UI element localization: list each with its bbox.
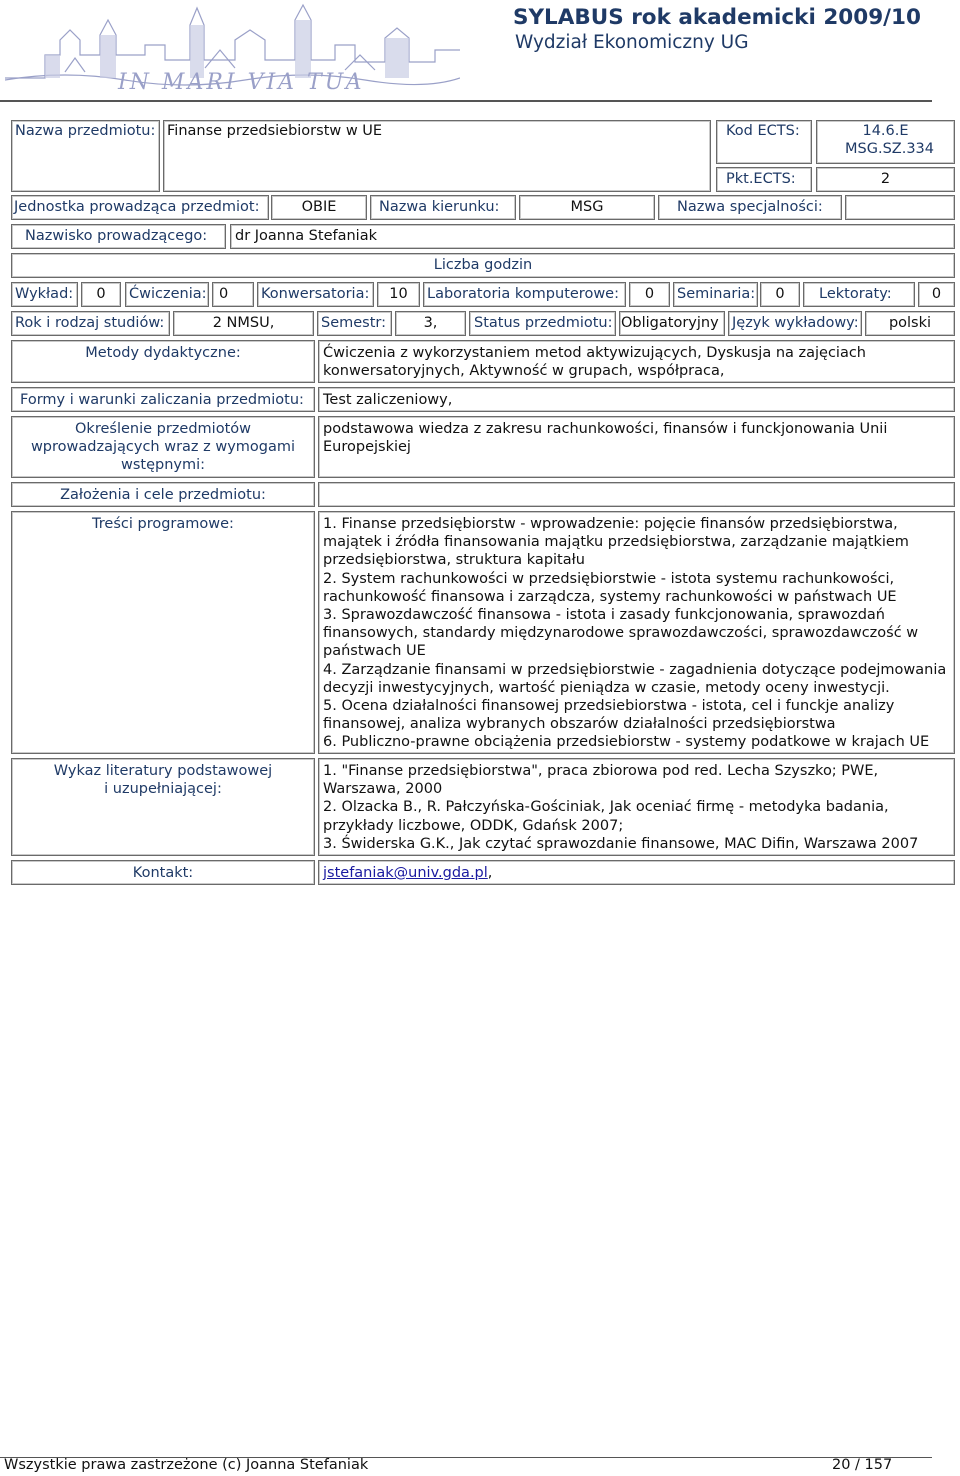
semester-label: Semestr: — [321, 315, 387, 331]
lecture-value: 0 — [96, 286, 106, 302]
lector-value: 0 — [931, 286, 942, 302]
ects-points-label: Pkt.ECTS: — [726, 171, 796, 187]
content-label: Treści programowe: — [92, 516, 234, 532]
ects-code-value-line1: 14.6.E — [862, 123, 909, 139]
exercises-label: Ćwiczenia: — [129, 286, 207, 302]
unit-label: Jednostka prowadząca przedmiot: — [14, 199, 260, 215]
footer-copyright: Wszystkie prawa zastrzeżone (c) Joanna Stefaniak — [4, 1457, 369, 1473]
faculty-subtitle: Wydział Ekonomiczny UG — [515, 32, 749, 53]
ects-code-label: Kod ECTS: — [726, 123, 800, 139]
seminar-label: Seminaria: — [677, 286, 756, 302]
lecture-label: Wykład: — [15, 286, 74, 302]
course-name-value: Finanse przedsiebiorstw w UE — [167, 123, 383, 139]
methods-value: Ćwiczenia z wykorzystaniem metod aktywizujących, Dyskusja na zajęciach konwersatoryjnych, Aktywność w grupach, współpraca, — [323, 345, 866, 380]
prereq-value: podstawowa wiedza z zakresu rachunkowości, finansów i funckjonowania Unii Europejskiej — [323, 421, 888, 456]
content-value: 1. Finanse przedsiębiorstw - wprowadzenie: pojęcie finansów przedsiębiorstwa, majątek i źródła finansowania majątku przedsiębiorstwa, zarządzanie majątkiem przedsiębiorstwa, struktura kapitału 2. System rachunkowości w przedsiębiorstwie - istota systemu rachunkowości, rachunkowość finansowa i zarządcza, systemy rachunkowości w państwach UE 3. Sprawozdawczość finansowa - istota i zasady funkcjonowania, sprawozdań finansowych, standardy międzynarodowe sprawozdawczości, sprawozdawczość w państwach UE 4. Zarządzanie finansami w przedsiębiorstwie - zagadnienia dotyczące podejmowania decyzji inwestycyjnych, wartość pieniądza w czasie, metody oceny inwestycji. 5. Ocena działalności finansowej przedsiebiorstwa - istota, cel i funckje analizy finansowej, analiza wybranych obszarów działalności przedsiębiorstwa 6. Publiczno-prawne obciążenia przedsiebiorstw - systemy podatkowe w krajach UE — [323, 516, 947, 751]
forms-label: Formy i warunki zaliczania przedmiotu: — [20, 392, 304, 408]
footer-page-number: 20 / 157 — [832, 1457, 893, 1473]
contact-label: Kontakt: — [132, 865, 194, 881]
goals-value-cell — [318, 482, 955, 507]
status-value: Obligatoryjny — [621, 315, 719, 331]
syllabus-title: SYLABUS rok akademicki 2009/10 — [513, 5, 921, 30]
goals-label: Założenia i cele przedmiotu: — [60, 487, 266, 503]
logo-motto: IN MARI VIA TUA — [118, 70, 365, 95]
study-year-value: 2 NMSU, — [212, 315, 275, 331]
seminar-value: 0 — [775, 286, 785, 302]
lecturer-label: Nazwisko prowadzącego: — [25, 228, 208, 244]
exercises-value: 0 — [219, 286, 229, 302]
language-value: polski — [888, 315, 932, 331]
study-year-label: Rok i rodzaj studiów: — [15, 315, 165, 331]
header-divider — [0, 100, 932, 102]
language-label: Język wykładowy: — [732, 315, 859, 331]
literature-label: Wykaz literatury podstawowej i uzupełniającej: — [53, 763, 273, 798]
hours-title: Liczba godzin — [433, 257, 533, 273]
specialization-value-cell — [845, 195, 955, 220]
literature-value: 1. "Finanse przedsiębiorstwa", praca zbiorowa pod red. Lecha Szyszko; PWE, Warszawa, 2000 2. Olzacka B., R. Pałczyńska-Gościniak, Jak oceniać firmę - metodyka badania, przykłady liczbowe, ODDK, Gdańsk 2007; 3. Świderska G.K., Jak czytać sprawozdanie finansowe, MAC Difin, Warszawa 2007 — [323, 763, 919, 852]
contact-value — [323, 864, 492, 882]
ects-points-value: 2 — [880, 171, 891, 187]
forms-value: Test zaliczeniowy, — [323, 392, 453, 408]
semester-value: 3, — [423, 315, 438, 331]
unit-value: OBIE — [301, 199, 337, 215]
lab-label: Laboratoria komputerowe: — [427, 286, 619, 302]
content-label-cell — [11, 511, 315, 754]
specialization-label: Nazwa specjalności: — [677, 199, 823, 215]
lecturer-value: dr Joanna Stefaniak — [235, 228, 377, 244]
ects-code-value-line2: MSG.SZ.334 — [845, 141, 934, 157]
contact-suffix: , — [487, 865, 493, 881]
course-name-label: Nazwa przedmiotu: — [15, 123, 156, 139]
methods-label: Metody dydaktyczne: — [85, 345, 241, 361]
status-label: Status przedmiotu: — [474, 315, 613, 331]
field-label: Nazwa kierunku: — [379, 199, 500, 215]
conversatory-value: 10 — [389, 286, 408, 302]
contact-email-link[interactable]: jstefaniak@univ.gda.pl — [323, 865, 488, 881]
lector-label: Lektoraty: — [819, 286, 892, 302]
conversatory-label: Konwersatoria: — [261, 286, 370, 302]
field-value: MSG — [570, 199, 604, 215]
prereq-label: Określenie przedmiotów wprowadzających wraz z wymogami wstępnymi: — [30, 421, 296, 474]
lab-value: 0 — [644, 286, 655, 302]
